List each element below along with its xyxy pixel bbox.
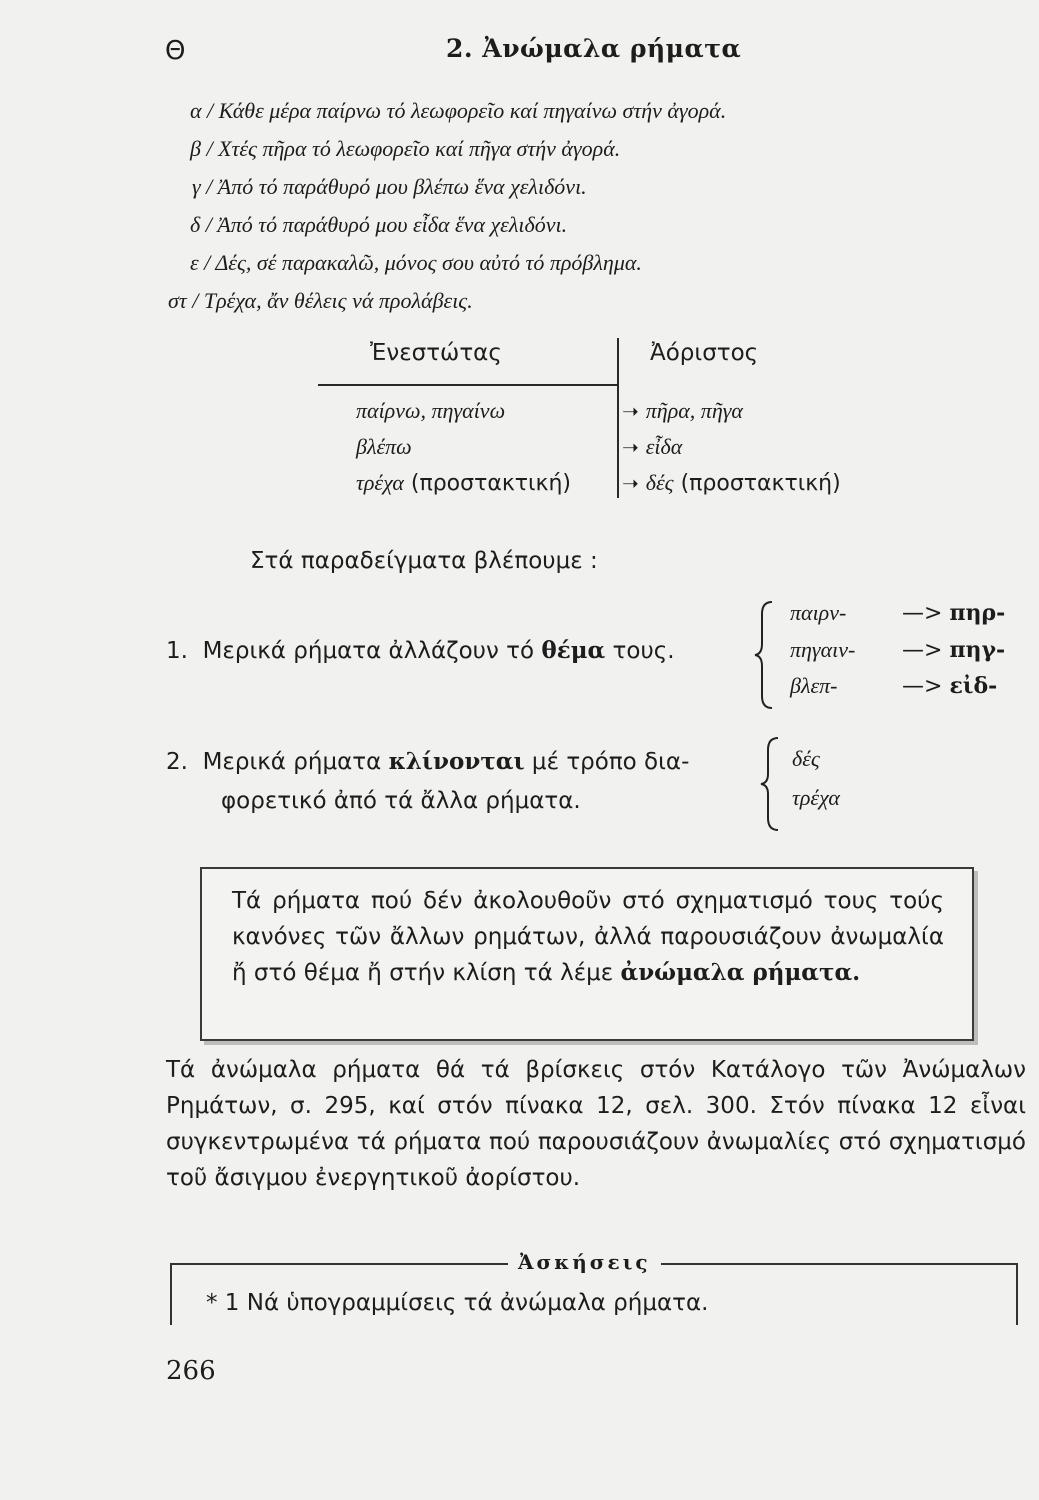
table-row-2-aorist: ➝ εἶδα (622, 434, 683, 459)
point-2-line-2: φορετικό ἀπό τά ἄλλα ρήματα. (221, 788, 581, 814)
example-text: Ἀπό τό παράθυρό μου βλέπω ἕνα χελιδόνι. (217, 174, 587, 199)
arrow-right-icon: —> (902, 674, 950, 699)
stem-row-3: βλεπ- —> εἰδ- (790, 673, 998, 699)
stem-row-1: παιρν- —> πηρ- (790, 600, 1006, 626)
exercises-border-right (1016, 1263, 1018, 1325)
form-des: δές (792, 746, 820, 771)
rule-bold-term: ἀνώμαλα ρήματα. (620, 959, 861, 986)
example-label: στ / (168, 288, 199, 313)
form-trecha: τρέχα (792, 785, 840, 810)
aorist-header: Ἀόριστος (650, 340, 759, 366)
page-number: 266 (166, 1356, 216, 1386)
arrow-right-icon: —> (902, 638, 950, 663)
brace-icon (752, 600, 776, 710)
example-text: Δές, σέ παρακαλῶ, μόνος σου αὐτό τό πρόβλημα. (215, 250, 642, 275)
arrow-right-icon: ➝ (622, 435, 639, 459)
rule-text: Τά ρήματα πού δέν ἀκολουθοῦν στό σχηματισμό τους τούς κανόνες τῶν ἄλλων ρημάτων, ἀλλά παρουσιάζουν ἀνωμαλία ἤ στό θέμα ἤ στήν κλίση τά λέμε ἀνώμαλα ρήματα. (232, 888, 944, 986)
example-text: Χτές πῆρα τό λεωφορεῖο καί πῆγα στήν ἀγορά. (218, 136, 621, 161)
example-c (192, 168, 587, 206)
point-2-line-1: 2. Μερικά ρήματα κλίνονται μέ τρόπο δια- (166, 748, 690, 775)
example-e (190, 244, 642, 282)
example-text: Τρέχα, ἄν θέλεις νά προλάβεις. (203, 288, 473, 313)
table-row-1-aorist: ➝ πῆρα, πῆγα (622, 398, 743, 423)
example-label: γ / (192, 174, 213, 199)
example-text: Κάθε μέρα παίρνω τό λεωφορεῖο καί πηγαίνω στήν ἀγορά. (218, 98, 727, 123)
table-divider-vertical (617, 338, 619, 498)
table-row-2-present: βλέπω (356, 434, 412, 459)
exercises-border-left (170, 1263, 172, 1325)
section-title: 2. Ἀνώμαλα ρήματα (446, 34, 742, 63)
arrow-right-icon: —> (902, 601, 950, 626)
table-row-1-present: παίρνω, πηγαίνω (356, 398, 506, 423)
example-label: α / (190, 98, 214, 123)
arrow-right-icon: ➝ (622, 471, 639, 495)
intro-text: Στά παραδείγματα βλέπουμε : (250, 548, 598, 574)
arrow-right-icon: ➝ (622, 399, 639, 423)
exercises-heading: Ἀσκήσεις (508, 1250, 661, 1274)
present-header: Ἐνεστώτας (370, 340, 502, 366)
catalog-paragraph: Τά ἀνώμαλα ρήματα θά τά βρίσκεις στόν Κατάλογο τῶν Ἀνώμαλων Ρημάτων, σ. 295, καί στόν πίνακα 12, σελ. 300. Στόν πίνακα 12 εἶναι συγκεντρωμένα τά ρήματα πού παρουσιάζουν ἀνωμαλίες στό σχηματισμό τοῦ ἄσιγμου ἐνεργητικοῦ ἀορίστου. (166, 1057, 1026, 1191)
table-row-3-aorist: ➝ δές (προστακτική) (622, 470, 841, 496)
stem-row-2: πηγαιν- —> πηγ- (790, 637, 1006, 663)
example-b (190, 130, 620, 168)
brace-icon (758, 736, 782, 832)
example-label: ε / (190, 250, 211, 275)
example-label: δ / (190, 212, 212, 237)
example-text: Ἀπό τό παράθυρό μου εἶδα ἕνα χελιδόνι. (217, 212, 568, 237)
exercise-item: * 1 Νά ὑπογραμμίσεις τά ἀνώμαλα ρήματα. (206, 1290, 709, 1316)
example-d (190, 206, 567, 244)
rule-box (200, 867, 974, 1041)
point-1: 1. Μερικά ρήματα ἀλλάζουν τό θέμα τους. (166, 637, 675, 664)
example-st (168, 282, 473, 320)
section-mark: Θ (165, 36, 186, 66)
table-row-3-present: τρέχα (προστακτική) (356, 470, 571, 496)
example-a (190, 92, 726, 130)
example-label: β / (190, 136, 213, 161)
table-divider-horizontal (318, 384, 618, 386)
